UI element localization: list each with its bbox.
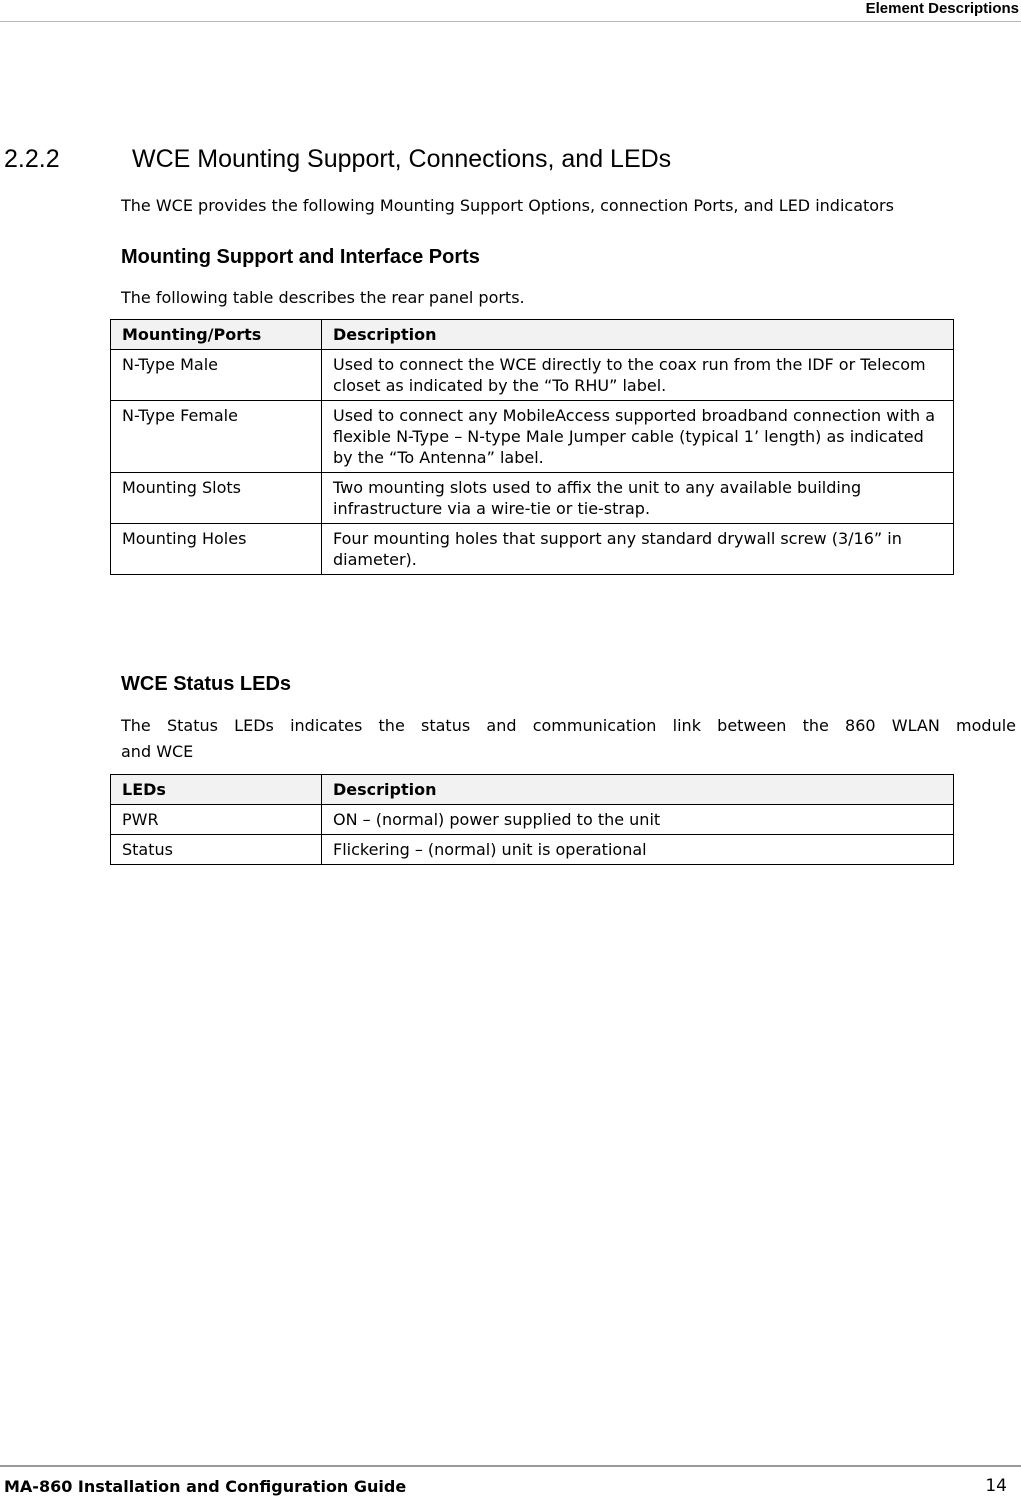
ports-table: [110, 319, 954, 575]
column-header: Description: [322, 775, 954, 805]
port-description-cell: Used to connect any MobileAccess supported broadband connection with a flexible N-Type – N-type Male Jumper cable (typical 1’ length) as indicated by the “To Antenna” label.: [322, 401, 954, 473]
table-header-row: [111, 320, 954, 350]
leds-intro-line1: The Status LEDs indicates the status and communication link between the 860 WLAN module: [121, 716, 1016, 735]
port-name-cell: N-Type Female: [111, 401, 322, 473]
led-name-cell: Status: [111, 835, 322, 865]
table-row: [111, 524, 954, 575]
table-row: [111, 473, 954, 524]
footer-title: MA-860 Installation and Configuration Guide: [4, 1477, 407, 1496]
leds-intro-line2: and WCE: [121, 742, 194, 761]
ports-heading: Mounting Support and Interface Ports: [121, 246, 480, 268]
leds-table: [110, 774, 954, 865]
page-number: 14: [985, 1476, 1007, 1496]
ports-intro: The following table describes the rear panel ports.: [121, 288, 525, 307]
leds-heading: WCE Status LEDs: [121, 673, 292, 695]
table-row: [111, 805, 954, 835]
section-title: WCE Mounting Support, Connections, and LEDs: [132, 145, 672, 173]
port-description-cell: Four mounting holes that support any standard drywall screw (3/16” in diameter).: [322, 524, 954, 575]
header-title: Element Descriptions: [865, 0, 1019, 17]
port-description-cell: Used to connect the WCE directly to the coax run from the IDF or Telecom closet as indicated by the “To RHU” label.: [322, 350, 954, 401]
led-description-cell: Flickering – (normal) unit is operational: [322, 835, 954, 865]
column-header: LEDs: [111, 775, 322, 805]
page-footer: [0, 1465, 1021, 1498]
led-description-cell: ON – (normal) power supplied to the unit: [322, 805, 954, 835]
column-header: Description: [322, 320, 954, 350]
port-name-cell: Mounting Holes: [111, 524, 322, 575]
section-intro: The WCE provides the following Mounting Support Options, connection Ports, and LED indicators: [121, 196, 894, 215]
table-row: [111, 835, 954, 865]
table-row: [111, 401, 954, 473]
column-header: Mounting/Ports: [111, 320, 322, 350]
port-name-cell: N-Type Male: [111, 350, 322, 401]
page-header: [0, 0, 1021, 22]
port-description-cell: Two mounting slots used to affix the unit to any available building infrastructure via a wire-tie or tie-strap.: [322, 473, 954, 524]
table-header-row: [111, 775, 954, 805]
table-row: [111, 350, 954, 401]
port-name-cell: Mounting Slots: [111, 473, 322, 524]
section-heading: [4, 145, 671, 174]
section-number: 2.2.2: [4, 145, 60, 173]
led-name-cell: PWR: [111, 805, 322, 835]
